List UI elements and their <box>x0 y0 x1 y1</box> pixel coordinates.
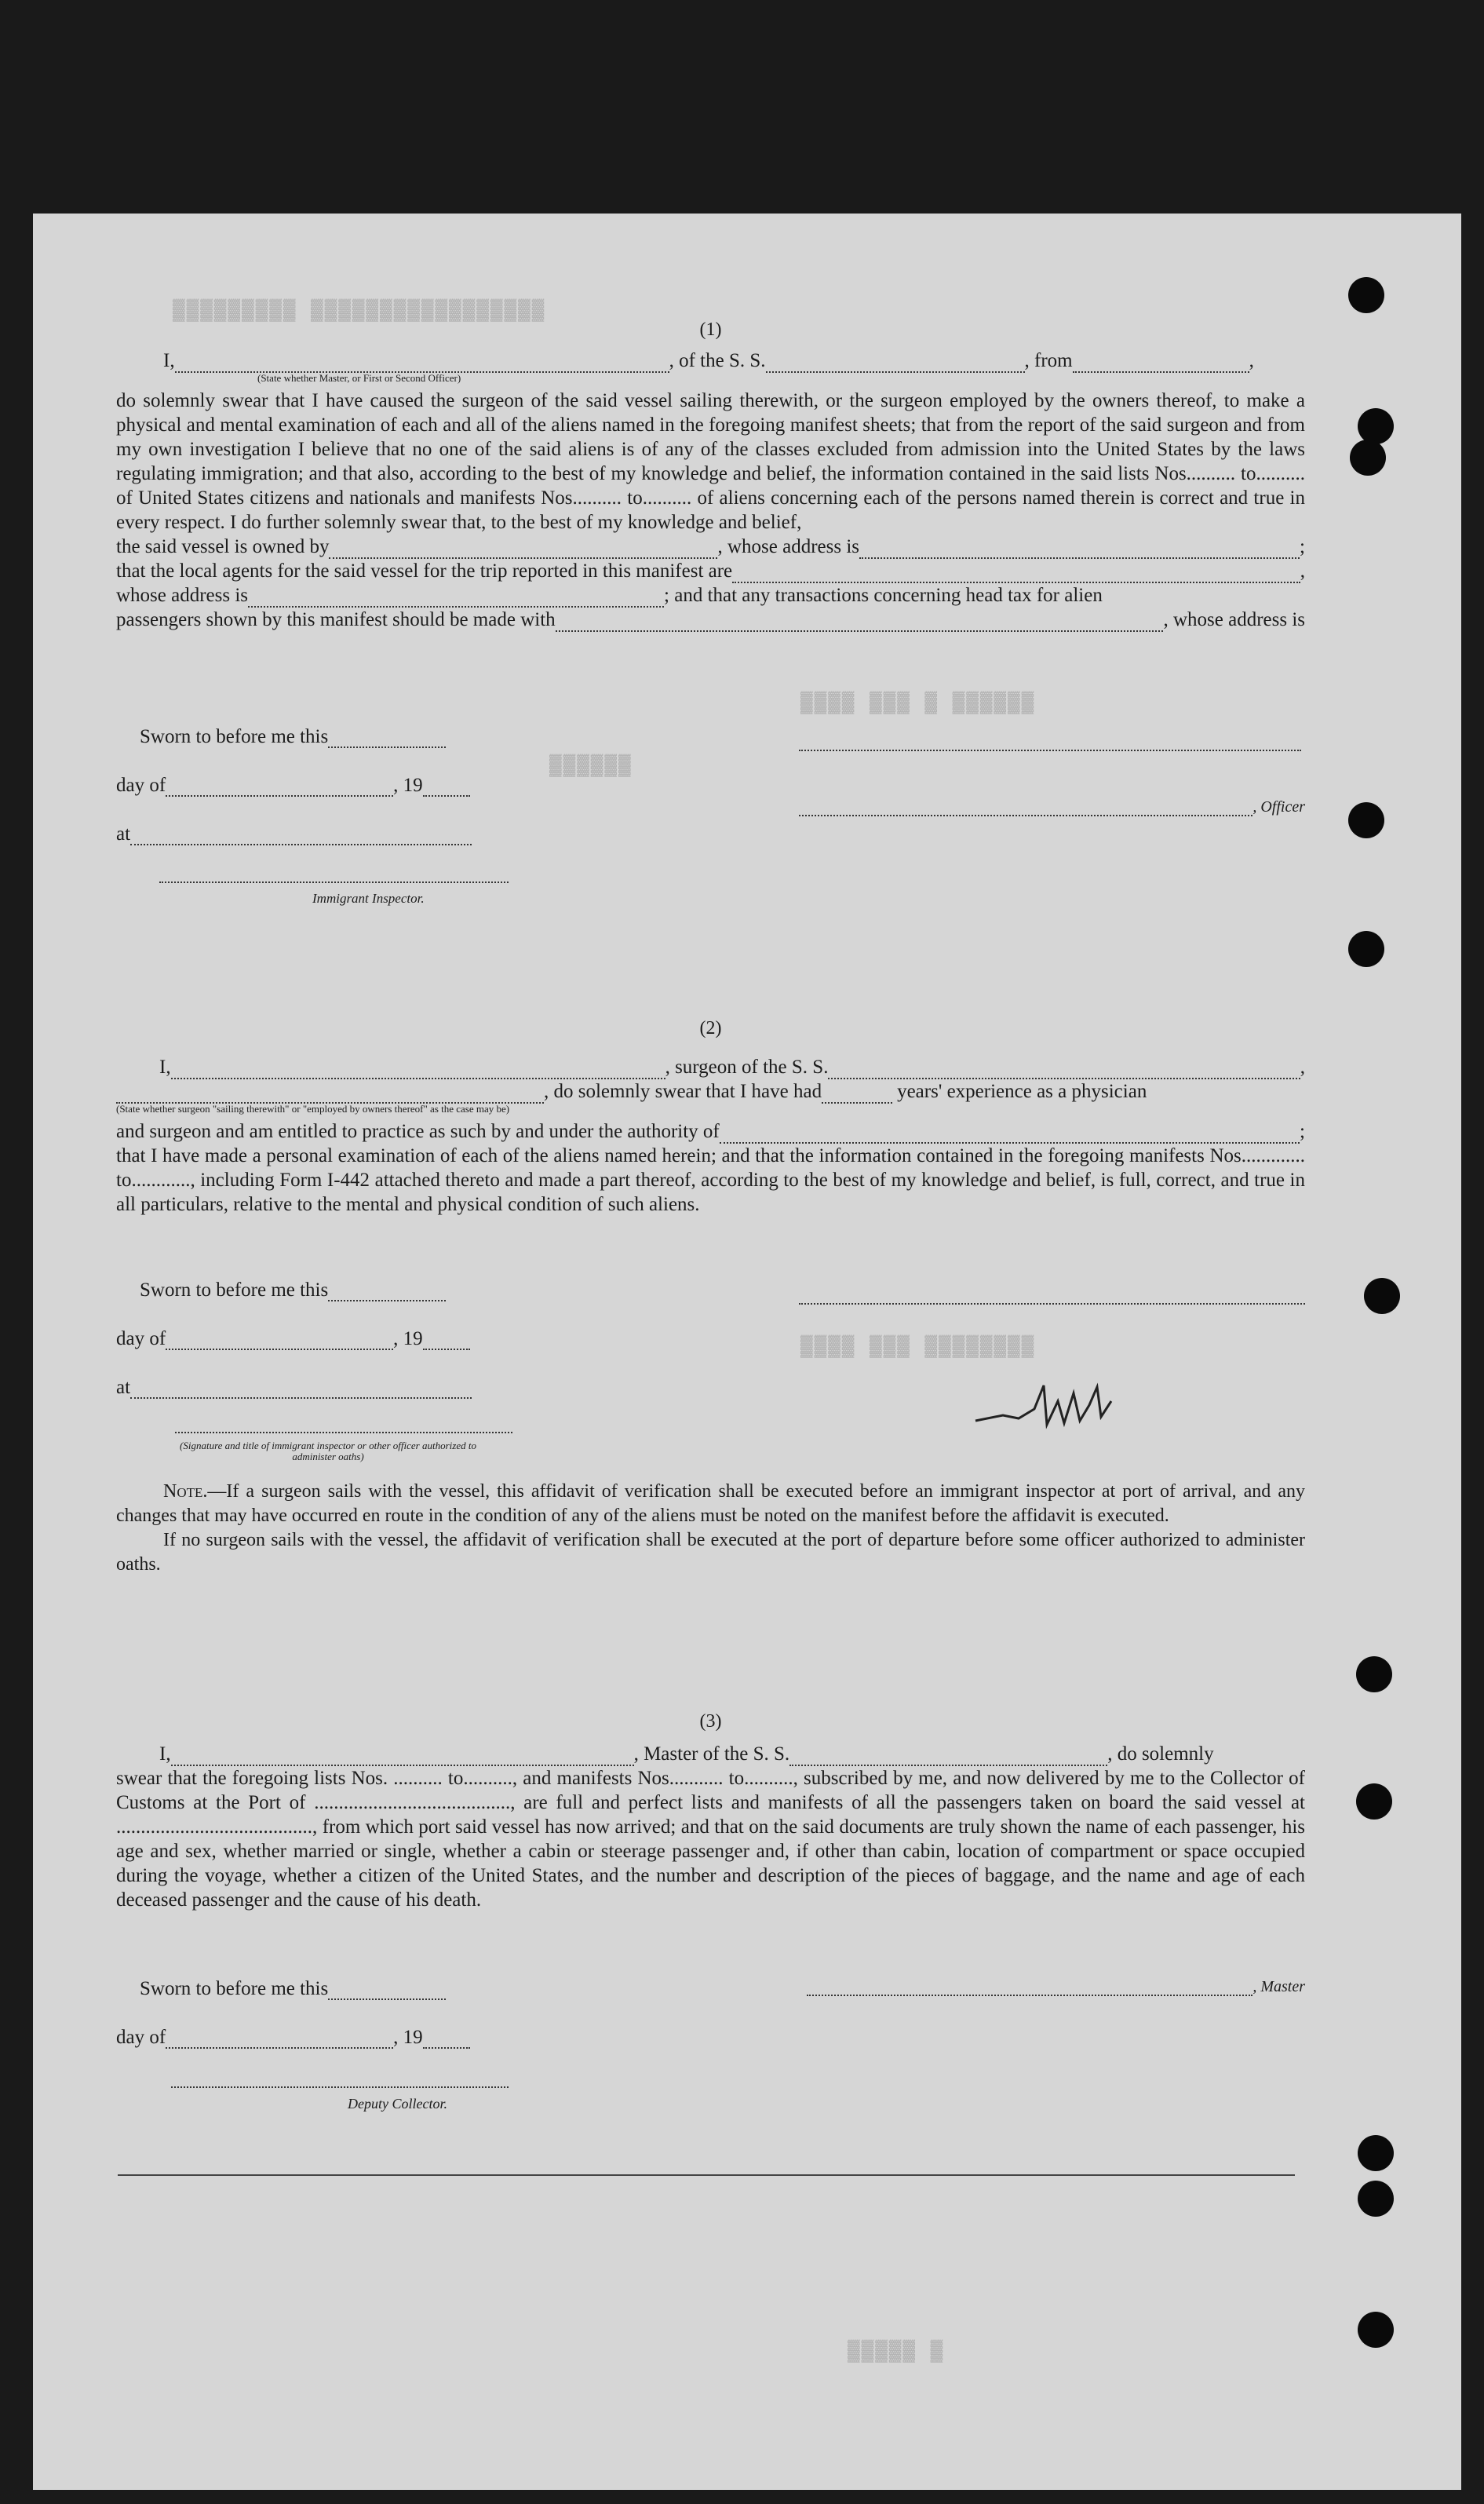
surgeon-vessel-field[interactable] <box>828 1064 1300 1079</box>
local-agents-field[interactable] <box>732 568 1300 583</box>
sworn-date-field[interactable] <box>328 1984 446 2000</box>
day-of-field[interactable] <box>166 2033 393 2049</box>
section-number: (3) <box>699 1711 722 1732</box>
surgeon-body: that I have made a personal examination of each of the aliens named herein; and that the information contained in the foregoing manifests Nos............. to............, including Form I-442 attached thereto and made a part thereof, according to the best of my knowledge and belief, is full, correct, and true in all particulars, relative to the mental and physical condition of such aliens. <box>116 1145 1305 1215</box>
year-label: , 19 <box>393 2027 423 2048</box>
section-number: (1) <box>699 319 722 340</box>
years-field[interactable] <box>822 1088 892 1104</box>
master-caption: , Master <box>1252 1978 1305 1995</box>
solemnly-label: , do solemnly <box>1107 1743 1214 1765</box>
day-of-field[interactable] <box>166 781 393 797</box>
oath-pronoun: I, <box>159 1743 171 1765</box>
surgeon-caption: (State whether surgeon "sailing therewith" or "employed by owners thereof" as the case may be) <box>116 1103 510 1115</box>
head-tax-label: ; and that any transactions concerning head tax for alien <box>664 585 1103 606</box>
agent-address-label: whose address is <box>116 585 249 606</box>
officer-name-field[interactable] <box>175 357 669 373</box>
note-text-1: —If a surgeon sails with the vessel, this affidavit of verification shall be executed before an immigrant inspector at port of arrival, and any changes that may have occurred en route in the condition of any of the aliens must be noted on the manifest before the affidavit is executed. <box>116 1481 1305 1526</box>
owner-address-label: , whose address is <box>717 536 860 557</box>
note-paragraph-2: If no surgeon sails with the vessel, the affidavit of verification shall be executed at the port of departure before some officer authorized to administer oaths. <box>116 1530 1305 1575</box>
officer-caption: (State whether Master, or First or Second Officer) <box>257 372 461 384</box>
officer-signature-line-1[interactable] <box>799 736 1301 751</box>
day-of-field[interactable] <box>166 1334 393 1350</box>
year-label: , 19 <box>393 1328 423 1349</box>
day-of-label: day of <box>116 2027 166 2048</box>
sworn-label: Sworn to before me this <box>140 1978 329 1999</box>
collector-signature-line[interactable] <box>171 2072 509 2088</box>
section-3 <box>116 1710 1305 1912</box>
binder-hole <box>1358 2135 1394 2171</box>
binder-hole <box>1356 1656 1392 1692</box>
binder-hole <box>1348 931 1384 967</box>
surgeon-status-field[interactable] <box>116 1088 544 1104</box>
collector-caption: Deputy Collector. <box>348 2096 447 2112</box>
section-1: (1) I, , of the S. S. , from , (State whether Master, or First or Second Officer) do solemnly swear that I have caused the surgeon of the said vessel sailing therewith, or the surgeon employed by the owners thereof, to make a physical and mental examination of each and all of the aliens named in the foregoing manifest sheets; that from the report of the said surgeon and from my own investigation I believe that no one of the said aliens is of any of the classes excluded from admission into the United States by the laws regulating immigration; and that also, according to the best of my knowledge and belief, the information contained in the said lists Nos.......... to.......... of United States citizens and nationals and manifests Nos.......... to.......... of aliens concerning each of the persons named therein is correct and true in every respect. I do further solemnly swear that, to the best of my knowledge and belief, the said vessel is owned by , whose address is ; that the local agents for the said vessel for the trip reported in this manifest are , whose address is ; and that any transactions concerning head tax for alien passengers shown by this manifest should be made with , whose address is <box>116 319 1305 630</box>
surgeon-signature-line[interactable] <box>799 1289 1305 1305</box>
head-tax-contact-field[interactable] <box>556 616 1164 632</box>
contact-address-label: , whose address is <box>1163 609 1305 630</box>
year-field[interactable] <box>423 2033 470 2049</box>
inspector-caption: Immigrant Inspector. <box>312 891 425 906</box>
surgeon-vessel-label: , surgeon of the S. S. <box>665 1057 829 1078</box>
binder-hole <box>1358 2312 1394 2348</box>
owned-by-label: the said vessel is owned by <box>116 536 330 557</box>
experience-label: , do solemnly swear that I have had <box>544 1081 822 1102</box>
binder-hole <box>1348 277 1384 313</box>
from-label: , from <box>1024 350 1073 371</box>
bottom-rule <box>118 2174 1295 2176</box>
officer-caption: , Officer <box>1252 798 1305 816</box>
master-vessel-field[interactable] <box>789 1750 1107 1766</box>
master-body: swear that the foregoing lists Nos. .......... to.........., and manifests Nos........... to.........., subscribed by me, and now delivered by me to the Collector of Customs at the Port of ........................................, are full and perfect lists and manifests of all the passengers taken on board the said vessel at ........................................, from which port said vessel has now arrived; and that on the said documents are truly shown the name of each passenger, his age and sex, whether married or single, whether a cabin or steerage passenger and, if other than cabin, location of compartment or space occupied during the voyage, whether a citizen of the United States, and the number and description of the pieces of baggage, and the name and age of each deceased passenger and the cause of his death. <box>116 1768 1305 1911</box>
authority-field[interactable] <box>720 1128 1300 1144</box>
inspector-caption: (Signature and title of immigrant inspector or other officer authorized to administer oaths) <box>180 1440 476 1462</box>
vessel-name-field[interactable] <box>766 357 1025 373</box>
owner-address-field[interactable] <box>859 543 1300 559</box>
year-field[interactable] <box>423 1334 470 1350</box>
sworn-label: Sworn to before me this <box>140 1279 329 1301</box>
oath-pronoun: I, <box>163 350 175 371</box>
experience-end: years' experience as a physician <box>897 1081 1147 1102</box>
master-signature-line[interactable] <box>807 1980 1252 1996</box>
from-port-field[interactable] <box>1073 357 1249 373</box>
passengers-label: passengers shown by this manifest should be made with <box>116 609 556 630</box>
inspector-signature-line[interactable] <box>175 1418 512 1433</box>
note-label: Note. <box>163 1481 208 1502</box>
local-agents-label: that the local agents for the said vessel for the trip reported in this manifest are <box>116 560 733 582</box>
handwritten-signature <box>972 1378 1128 1440</box>
agent-address-field[interactable] <box>248 592 664 608</box>
at-place-field[interactable] <box>130 1383 472 1399</box>
master-name-field[interactable] <box>171 1750 634 1766</box>
oath-pronoun: I, <box>159 1057 171 1078</box>
sworn-label: Sworn to before me this <box>140 726 329 747</box>
binder-hole <box>1350 440 1386 476</box>
sworn-date-field[interactable] <box>328 732 446 748</box>
section-number: (2) <box>699 1018 722 1038</box>
day-of-label: day of <box>116 1328 166 1349</box>
note-paragraph-1 <box>116 1480 1305 1528</box>
binder-hole <box>1358 408 1394 444</box>
section-2: (2) I, , surgeon of the S. S. , , do solemnly swear that I have had years' experience as a physician (State whether surgeon "sailing therewith" or "employed by owners thereof" as the case may be) and surgeon and am entitled to practice as such by and under the authority of ; that I have made a personal examination of each of the aliens named herein; and that the information contained in the foregoing manifests Nos............. to............, including Form I-442 attached thereto and made a part thereof, according to the best of my knowledge and belief, is full, correct, and true in all particulars, relative to the mental and physical condition of such aliens. <box>116 1018 1305 1215</box>
master-vessel-label: , Master of the S. S. <box>633 1743 790 1765</box>
at-label: at <box>116 1377 131 1398</box>
surgeon-name-field[interactable] <box>171 1064 665 1079</box>
year-field[interactable] <box>423 781 470 797</box>
oath-body: do solemnly swear that I have caused the surgeon of the said vessel sailing therewith, or the surgeon employed by the owners thereof, to make a physical and mental examination of each and all of the aliens named in the foregoing manifest sheets; that from the report of the said surgeon and from my own investigation I believe that no one of the said aliens is of any of the classes excluded from admission into the United States by the laws regulating immigration; and that also, according to the best of my knowledge and belief, the information contained in the said lists Nos.......... to.......... of United States citizens and nationals and manifests Nos.......... to.......... of aliens concerning each of the persons named therein is correct and true in every respect. I do further solemnly swear that, to the best of my knowledge and belief, <box>116 390 1305 533</box>
at-place-field[interactable] <box>130 830 472 845</box>
vessel-label: , of the S. S. <box>669 350 766 371</box>
authority-label: and surgeon and am entitled to practice as such by and under the authority of <box>116 1121 720 1142</box>
sworn-date-field[interactable] <box>328 1286 446 1301</box>
day-of-label: day of <box>116 775 166 796</box>
year-label: , 19 <box>393 775 423 796</box>
owner-field[interactable] <box>329 543 717 559</box>
binder-hole <box>1356 1783 1392 1820</box>
at-label: at <box>116 823 131 845</box>
binder-hole <box>1348 802 1384 838</box>
inspector-signature-line[interactable] <box>159 867 509 883</box>
binder-hole <box>1358 2181 1394 2217</box>
note-block <box>116 1480 1305 1577</box>
binder-hole <box>1364 1278 1400 1314</box>
officer-signature-line-2[interactable] <box>799 801 1252 816</box>
